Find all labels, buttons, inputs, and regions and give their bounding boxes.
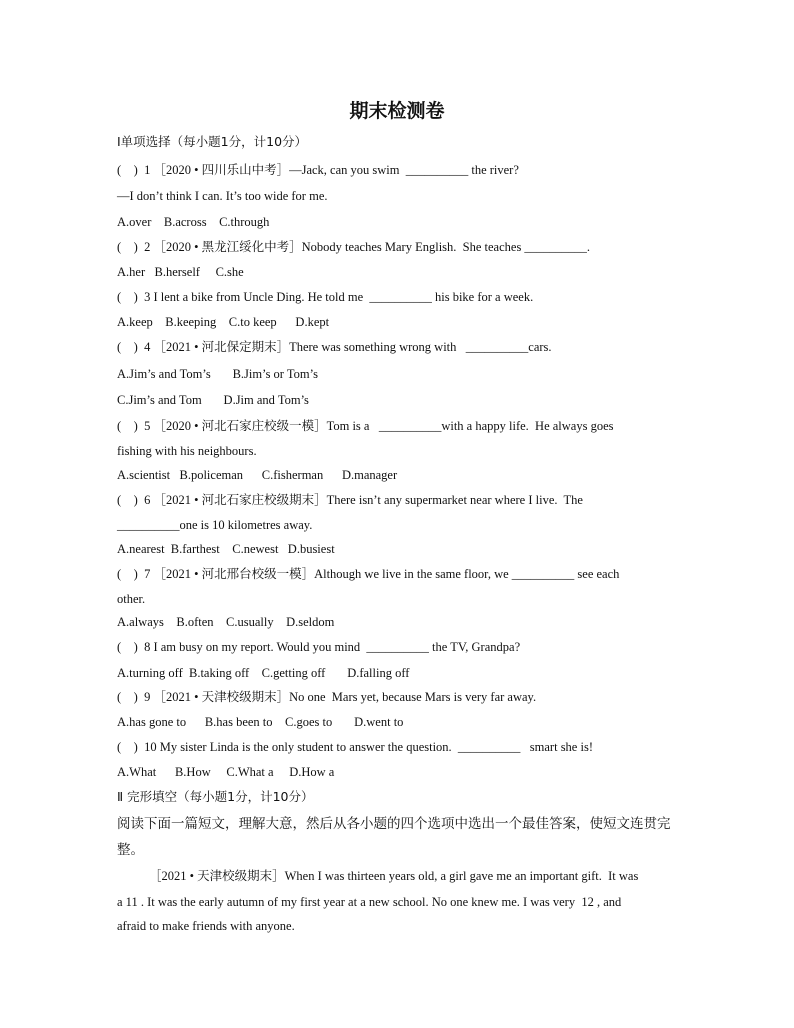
page-title: 期末检测卷 <box>349 100 445 122</box>
text-line: ( ) 1 ［2020 • 四川乐山中考］—Jack, can you swim __________ the river? <box>117 163 519 177</box>
text-line: ( ) 4 ［2021 • 河北保定期末］There was something wrong with __________cars. <box>117 340 552 354</box>
text-line: other. <box>117 592 146 606</box>
text-line: fishing with his neighbours. <box>117 444 257 458</box>
text-line: 整。 <box>117 842 144 858</box>
text-line: A.her B.herself C.she <box>117 265 244 279</box>
text-line: A.has gone to B.has been to C.goes to D.went to <box>117 715 404 729</box>
text-line: ( ) 2 ［2020 • 黑龙江绥化中考］Nobody teaches Mary English. She teaches __________. <box>117 240 591 254</box>
text-line: —I don’t think I can. It’s too wide for me. <box>117 189 328 203</box>
text-line: ( ) 10 My sister Linda is the only student to answer the question. __________ smart she is! <box>117 740 593 754</box>
text-line: __________one is 10 kilometres away. <box>117 518 313 532</box>
text-line: C.Jim’s and Tom D.Jim and Tom’s <box>117 393 309 407</box>
text-line: A.always B.often C.usually D.seldom <box>117 615 335 629</box>
text-line: Ⅱ 完形填空（每小题1分，计10分） <box>117 789 314 804</box>
text-line: ［2021 • 天津校级期末］When I was thirteen years old, a girl gave me an important gift. It was <box>149 869 639 883</box>
text-line: A.scientist B.policeman C.fisherman D.manager <box>117 468 398 482</box>
text-line: 阅读下面一篇短文，理解大意，然后从各小题的四个选项中选出一个最佳答案，使短文连贯完 <box>117 816 671 832</box>
text-line: ( ) 5 ［2020 • 河北石家庄校级一模］Tom is a __________with a happy life. He always goes <box>117 419 614 433</box>
text-line: A.nearest B.farthest C.newest D.busiest <box>117 542 335 556</box>
text-line: ( ) 7 ［2021 • 河北邢台校级一模］Although we live in the same floor, we __________ see each <box>117 567 620 581</box>
text-line: ( ) 3 I lent a bike from Uncle Ding. He told me __________ his bike for a week. <box>117 290 534 304</box>
text-line: A.turning off B.taking off C.getting off D.falling off <box>117 666 410 680</box>
text-line: ( ) 8 I am busy on my report. Would you mind __________ the TV, Grandpa? <box>117 640 521 654</box>
text-line: A.What B.How C.What a D.How a <box>117 765 335 779</box>
text-line: Ⅰ单项选择（每小题1分，计10分） <box>117 134 308 149</box>
text-line: ( ) 9 ［2021 • 天津校级期末］No one Mars yet, because Mars is very far away. <box>117 690 537 704</box>
text-line: A.keep B.keeping C.to keep D.kept <box>117 315 330 329</box>
text-line: A.over B.across C.through <box>117 215 270 229</box>
text-line: ( ) 6 ［2021 • 河北石家庄校级期末］There isn’t any supermarket near where I live. The <box>117 493 583 507</box>
text-line: afraid to make friends with anyone. <box>117 919 295 933</box>
text-line: A.Jim’s and Tom’s B.Jim’s or Tom’s <box>117 367 318 381</box>
text-line: a 11 . It was the early autumn of my first year at a new school. No one knew me. I was very 12 , and <box>117 895 622 909</box>
